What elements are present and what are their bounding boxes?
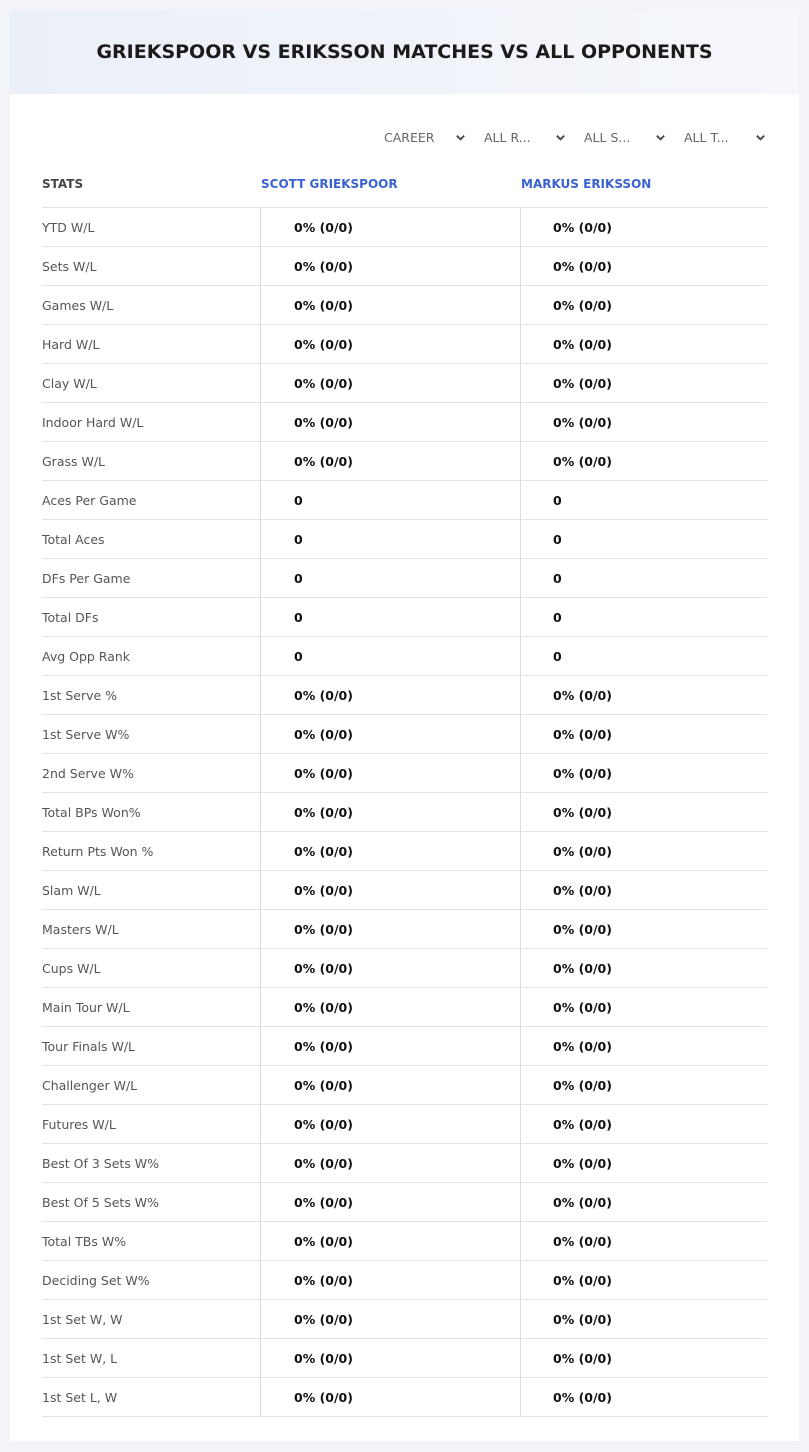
player2-value: 0% (0/0): [520, 1222, 767, 1260]
table-row: [42, 1339, 767, 1378]
player1-value: 0% (0/0): [260, 1300, 520, 1338]
stat-label: Aces Per Game: [42, 492, 137, 508]
player2-value: 0% (0/0): [520, 1027, 767, 1065]
player2-value: 0% (0/0): [520, 247, 767, 285]
player1-link[interactable]: SCOTT GRIEKSPOOR: [261, 176, 398, 191]
table-row: [42, 676, 767, 715]
stat-label: 2nd Serve W%: [42, 765, 134, 781]
player1-value: 0% (0/0): [260, 793, 520, 831]
stat-label: Sets W/L: [42, 258, 97, 274]
stat-label: Grass W/L: [42, 453, 106, 469]
stat-label: Return Pts Won %: [42, 843, 154, 859]
filter-round-label: ALL R...: [484, 129, 531, 145]
player1-value: 0% (0/0): [260, 1183, 520, 1221]
stat-label: Main Tour W/L: [42, 999, 130, 1015]
table-row: [42, 715, 767, 754]
player2-value: 0% (0/0): [520, 325, 767, 363]
table-row: [42, 988, 767, 1027]
stat-label: Deciding Set W%: [42, 1272, 150, 1288]
player2-value: 0: [520, 520, 767, 558]
player2-value: 0% (0/0): [520, 403, 767, 441]
table-row: [42, 247, 767, 286]
table-row: [42, 871, 767, 910]
table-row: [42, 286, 767, 325]
chevron-down-icon: [455, 132, 466, 143]
stat-label: Tour Finals W/L: [42, 1038, 136, 1054]
stat-label: Slam W/L: [42, 882, 101, 898]
player1-value: 0: [260, 520, 520, 558]
player1-value: 0% (0/0): [260, 871, 520, 909]
player1-value: 0% (0/0): [260, 442, 520, 480]
player2-value: 0% (0/0): [520, 1105, 767, 1143]
table-row: [42, 1261, 767, 1300]
table-row: [42, 208, 767, 247]
stat-label: Cups W/L: [42, 960, 101, 976]
table-row: [42, 793, 767, 832]
stat-label: Challenger W/L: [42, 1077, 138, 1093]
player1-value: 0% (0/0): [260, 754, 520, 792]
chevron-down-icon: [655, 132, 666, 143]
player1-value: 0% (0/0): [260, 1144, 520, 1182]
table-body: [42, 208, 767, 1417]
player2-value: 0% (0/0): [520, 1066, 767, 1104]
player2-value: 0% (0/0): [520, 949, 767, 987]
stat-label: Total BPs Won%: [42, 804, 141, 820]
stat-label: 1st Set W, L: [42, 1350, 118, 1366]
player2-value: 0: [520, 637, 767, 675]
player2-value: 0% (0/0): [520, 793, 767, 831]
player2-value: 0% (0/0): [520, 1183, 767, 1221]
table-row: [42, 1066, 767, 1105]
player1-value: 0: [260, 637, 520, 675]
player1-value: 0% (0/0): [260, 676, 520, 714]
stat-label: 1st Serve W%: [42, 726, 130, 742]
player2-value: 0: [520, 598, 767, 636]
stat-label: Best Of 5 Sets W%: [42, 1194, 160, 1210]
filter-surface-label: ALL S...: [584, 129, 631, 145]
stat-label: Indoor Hard W/L: [42, 414, 144, 430]
stat-label: YTD W/L: [42, 219, 95, 235]
stat-label: Clay W/L: [42, 375, 97, 391]
stat-label: Avg Opp Rank: [42, 648, 131, 664]
player2-value: 0% (0/0): [520, 676, 767, 714]
table-row: [42, 325, 767, 364]
stats-table: [42, 160, 767, 1417]
player1-value: 0% (0/0): [260, 832, 520, 870]
player2-value: 0: [520, 481, 767, 519]
player2-value: 0% (0/0): [520, 208, 767, 246]
table-header: [42, 160, 767, 208]
table-row: [42, 1378, 767, 1417]
player1-value: 0% (0/0): [260, 1261, 520, 1299]
table-row: [42, 637, 767, 676]
table-row: [42, 949, 767, 988]
player2-value: 0% (0/0): [520, 988, 767, 1026]
player1-value: 0% (0/0): [260, 1378, 520, 1416]
player1-value: 0% (0/0): [260, 1105, 520, 1143]
player2-value: 0% (0/0): [520, 1378, 767, 1416]
stat-label: Total DFs: [42, 609, 99, 625]
table-row: [42, 364, 767, 403]
player1-value: 0: [260, 559, 520, 597]
player1-value: 0% (0/0): [260, 715, 520, 753]
player2-value: 0% (0/0): [520, 442, 767, 480]
player2-value: 0% (0/0): [520, 364, 767, 402]
table-row: [42, 1105, 767, 1144]
player1-value: 0% (0/0): [260, 1222, 520, 1260]
player2-value: 0% (0/0): [520, 1339, 767, 1377]
stat-label: Games W/L: [42, 297, 114, 313]
player1-value: 0% (0/0): [260, 403, 520, 441]
filter-bar: [374, 126, 774, 148]
player2-value: 0% (0/0): [520, 1300, 767, 1338]
table-row: [42, 1300, 767, 1339]
filter-surface-select[interactable]: [574, 126, 674, 148]
stat-label: 1st Set W, W: [42, 1311, 123, 1327]
table-row: [42, 1222, 767, 1261]
filter-period-select[interactable]: [374, 126, 474, 148]
stats-card: [10, 10, 799, 1441]
player1-value: 0% (0/0): [260, 988, 520, 1026]
stat-label: DFs Per Game: [42, 570, 131, 586]
stat-label: 1st Serve %: [42, 687, 118, 703]
player2-link[interactable]: MARKUS ERIKSSON: [521, 176, 652, 191]
player2-value: 0% (0/0): [520, 1144, 767, 1182]
table-row: [42, 1144, 767, 1183]
filter-period-label: CAREER: [384, 129, 435, 145]
stat-label: Futures W/L: [42, 1116, 116, 1132]
stat-label: Hard W/L: [42, 336, 100, 352]
player1-value: 0% (0/0): [260, 208, 520, 246]
player2-value: 0% (0/0): [520, 715, 767, 753]
table-row: [42, 1027, 767, 1066]
player1-value: 0: [260, 598, 520, 636]
stat-label: Best Of 3 Sets W%: [42, 1155, 160, 1171]
table-row: [42, 910, 767, 949]
filter-tournament-label: ALL T...: [684, 129, 729, 145]
page-title: GRIEKSPOOR VS ERIKSSON MATCHES VS ALL OPPONENTS: [96, 41, 713, 63]
player2-value: 0% (0/0): [520, 832, 767, 870]
stats-column-header: STATS: [42, 176, 84, 191]
player1-value: 0% (0/0): [260, 910, 520, 948]
player1-value: 0% (0/0): [260, 286, 520, 324]
table-row: [42, 481, 767, 520]
table-row: [42, 832, 767, 871]
stat-label: Total Aces: [42, 531, 105, 547]
table-row: [42, 754, 767, 793]
player1-value: 0% (0/0): [260, 247, 520, 285]
player1-value: 0% (0/0): [260, 949, 520, 987]
table-row: [42, 442, 767, 481]
player1-value: 0% (0/0): [260, 1339, 520, 1377]
table-row: [42, 559, 767, 598]
player1-value: 0% (0/0): [260, 325, 520, 363]
player1-value: 0% (0/0): [260, 364, 520, 402]
chevron-down-icon: [755, 132, 766, 143]
player1-value: 0% (0/0): [260, 1066, 520, 1104]
stat-label: Masters W/L: [42, 921, 119, 937]
player2-value: 0% (0/0): [520, 910, 767, 948]
filter-tournament-select[interactable]: [674, 126, 774, 148]
card-header: [10, 10, 799, 94]
table-row: [42, 403, 767, 442]
stat-label: 1st Set L, W: [42, 1389, 118, 1405]
table-row: [42, 598, 767, 637]
player2-value: 0% (0/0): [520, 754, 767, 792]
player2-value: 0% (0/0): [520, 871, 767, 909]
filter-round-select[interactable]: [474, 126, 574, 148]
stat-label: Total TBs W%: [42, 1233, 127, 1249]
player2-value: 0% (0/0): [520, 286, 767, 324]
player1-value: 0: [260, 481, 520, 519]
player2-value: 0% (0/0): [520, 1261, 767, 1299]
table-row: [42, 1183, 767, 1222]
player1-value: 0% (0/0): [260, 1027, 520, 1065]
table-row: [42, 520, 767, 559]
chevron-down-icon: [555, 132, 566, 143]
player2-value: 0: [520, 559, 767, 597]
